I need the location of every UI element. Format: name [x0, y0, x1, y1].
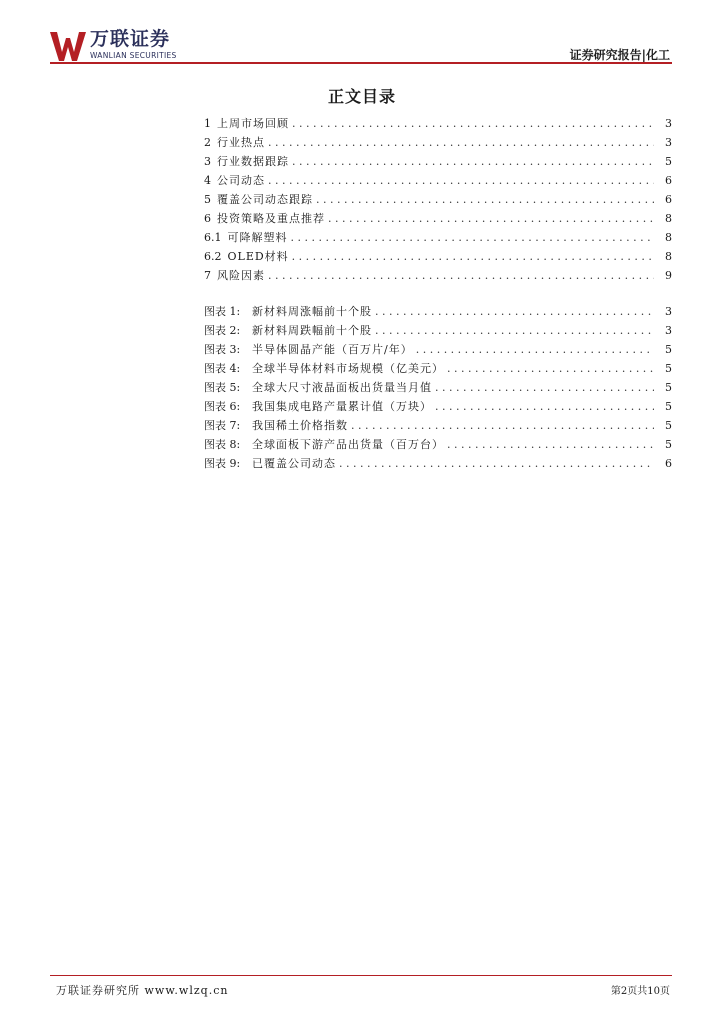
- figure-entry[interactable]: [204, 454, 672, 473]
- figure-entry-page: 5: [665, 343, 672, 356]
- toc-entry-number: 4: [204, 174, 211, 187]
- figure-entry-number: 图表 5:: [204, 381, 241, 394]
- figure-entry-page: 3: [665, 305, 672, 318]
- figure-entry[interactable]: [204, 416, 672, 435]
- toc-entry[interactable]: [204, 152, 672, 171]
- toc-entry-number: 6.1: [204, 231, 222, 244]
- leader-dots: [292, 114, 654, 133]
- figure-entry-page: 5: [665, 400, 672, 413]
- figure-entry[interactable]: [204, 378, 672, 397]
- leader-dots: [435, 378, 654, 397]
- toc-entry-label: 投资策略及重点推荐: [217, 212, 325, 225]
- leader-dots: [416, 340, 654, 359]
- toc-entry[interactable]: [204, 247, 672, 266]
- figure-entry-number: 图表 2:: [204, 324, 241, 337]
- toc-entry-label: 风险因素: [217, 269, 265, 282]
- toc-entry[interactable]: [204, 190, 672, 209]
- toc-entry-number: 2: [204, 136, 211, 149]
- logo-chinese-name: 万联证券: [90, 28, 171, 50]
- section-toc-list: [204, 114, 672, 285]
- toc-entry-label: 行业热点: [217, 136, 265, 149]
- figure-entry-number: 图表 4:: [204, 362, 241, 375]
- toc-entry-number: 1: [204, 117, 211, 130]
- figure-entry-page: 5: [665, 362, 672, 375]
- leader-dots: [375, 321, 654, 340]
- figure-entry-page: 5: [665, 419, 672, 432]
- figure-entry-page: 5: [665, 381, 672, 394]
- leader-dots: [268, 266, 654, 285]
- figure-entry-number: 图表 3:: [204, 343, 241, 356]
- leader-dots: [292, 152, 654, 171]
- toc-entry-page: 3: [665, 136, 672, 149]
- figure-entry[interactable]: [204, 340, 672, 359]
- toc-entry-number: 6.2: [204, 250, 222, 263]
- figure-entry-label: 新材料周跌幅前十个股: [252, 324, 372, 337]
- footer-divider: [50, 975, 672, 976]
- figure-entry-label: 我国集成电路产量累计值（万块）: [252, 400, 432, 413]
- leader-dots: [435, 397, 654, 416]
- toc-entry[interactable]: [204, 171, 672, 190]
- toc-entry[interactable]: [204, 133, 672, 152]
- figure-entry[interactable]: [204, 359, 672, 378]
- toc-entry-page: 8: [665, 231, 672, 244]
- figure-toc-list: [204, 302, 672, 473]
- figure-entry-page: 3: [665, 324, 672, 337]
- company-logo: [50, 30, 177, 62]
- figure-entry-label: 新材料周涨幅前十个股: [252, 305, 372, 318]
- figure-entry-label: 我国稀土价格指数: [252, 419, 348, 432]
- figure-entry-label: 全球大尺寸液晶面板出货量当月值: [252, 381, 432, 394]
- leader-dots: [447, 359, 654, 378]
- toc-entry-number: 3: [204, 155, 211, 168]
- report-category-label: 证券研究报告|化工: [569, 48, 670, 62]
- toc-entry-page: 6: [665, 193, 672, 206]
- wanlian-logo-icon: [50, 30, 86, 62]
- toc-entry-label: 覆盖公司动态跟踪: [217, 193, 313, 206]
- toc-entry-label: 公司动态: [217, 174, 265, 187]
- leader-dots: [268, 133, 654, 152]
- figure-entry-number: 图表 7:: [204, 419, 241, 432]
- toc-title: 正文目录: [327, 87, 396, 106]
- toc-entry-label: OLED材料: [227, 250, 289, 263]
- figure-entry-number: 图表 8:: [204, 438, 241, 451]
- figure-entry-label: 半导体圆晶产能（百万片/年）: [252, 343, 413, 356]
- toc-entry[interactable]: [204, 114, 672, 133]
- toc-entry-page: 9: [665, 269, 672, 282]
- figure-entry[interactable]: [204, 435, 672, 454]
- figure-entry-label: 全球面板下游产品出货量（百万台）: [252, 438, 444, 451]
- figure-entry-label: 已覆盖公司动态: [252, 457, 336, 470]
- figure-entry[interactable]: [204, 397, 672, 416]
- figure-entry-number: 图表 6:: [204, 400, 241, 413]
- toc-entry-label: 上周市场回顾: [217, 117, 289, 130]
- toc-entry[interactable]: [204, 209, 672, 228]
- toc-entry-label: 可降解塑料: [227, 231, 288, 244]
- toc-entry[interactable]: [204, 266, 672, 285]
- page-number: 第2页共10页: [610, 986, 670, 997]
- figure-entry[interactable]: [204, 302, 672, 321]
- figure-entry-page: 6: [665, 457, 672, 470]
- page-header: [50, 30, 670, 66]
- footer-source: 万联证券研究所 www.wlzq.cn: [56, 984, 229, 997]
- toc-entry-number: 6: [204, 212, 211, 225]
- leader-dots: [268, 171, 654, 190]
- figure-entry-number: 图表 1:: [204, 305, 241, 318]
- figure-entry-label: 全球半导体材料市场规模（亿美元）: [252, 362, 444, 375]
- toc-entry-page: 8: [665, 212, 672, 225]
- leader-dots: [292, 247, 654, 266]
- leader-dots: [316, 190, 654, 209]
- leader-dots: [375, 302, 654, 321]
- toc-entry-page: 6: [665, 174, 672, 187]
- leader-dots: [447, 435, 654, 454]
- toc-entry-page: 8: [665, 250, 672, 263]
- toc-entry[interactable]: [204, 228, 672, 247]
- leader-dots: [291, 228, 655, 247]
- leader-dots: [339, 454, 654, 473]
- figure-entry-page: 5: [665, 438, 672, 451]
- toc-entry-number: 5: [204, 193, 211, 206]
- figure-entry[interactable]: [204, 321, 672, 340]
- header-divider: [50, 62, 672, 64]
- figure-entry-number: 图表 9:: [204, 457, 241, 470]
- toc-entry-label: 行业数据跟踪: [217, 155, 289, 168]
- logo-english-name: WANLIAN SECURITIES: [90, 51, 177, 60]
- leader-dots: [328, 209, 654, 228]
- toc-entry-number: 7: [204, 269, 211, 282]
- leader-dots: [351, 416, 654, 435]
- toc-entry-page: 3: [665, 117, 672, 130]
- toc-entry-page: 5: [665, 155, 672, 168]
